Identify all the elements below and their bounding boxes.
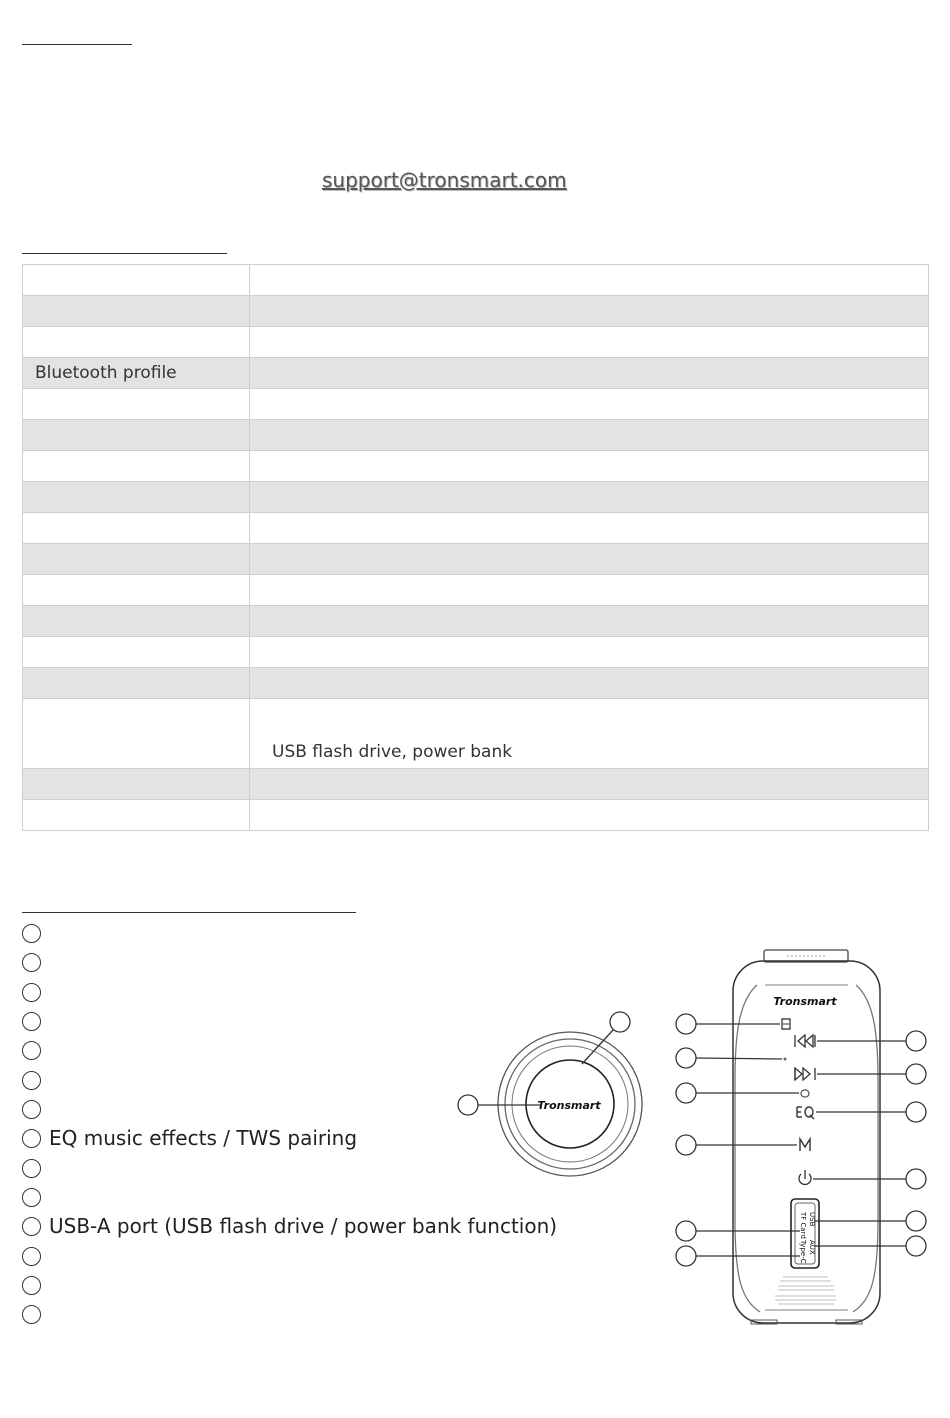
speaker-top-view: [498, 1032, 642, 1176]
side-callouts-left: [676, 1014, 800, 1266]
next-track-icon: [795, 1068, 815, 1080]
support-email-link[interactable]: support@tronsmart.com: [322, 168, 567, 192]
port-label-typec: Type-C: [799, 1240, 807, 1264]
callout-marker: [458, 1095, 478, 1115]
port-label-tf: TF Card: [799, 1212, 807, 1239]
spec-value: USB flash drive, power bank: [250, 699, 929, 769]
eq-button-icon: [797, 1107, 814, 1119]
mode-button-icon: [800, 1139, 810, 1151]
side-logo: Tronsmart: [773, 995, 837, 1008]
microphone-icon: [784, 1058, 787, 1061]
port-label-aux: AUX: [808, 1240, 816, 1255]
previous-track-icon: [795, 1035, 815, 1047]
port-labels: [799, 1211, 816, 1264]
label-fine-print: [775, 1277, 836, 1304]
top-logo: Tronsmart: [537, 1099, 601, 1112]
led-indicator-icon: [801, 1090, 809, 1097]
item-label: USB-A port (USB flash drive / power bank function): [49, 1214, 558, 1238]
callout-marker: [610, 1012, 630, 1032]
port-label-usb: USB: [808, 1212, 816, 1227]
spec-label: Bluetooth profile: [23, 358, 250, 389]
side-callouts-right: [813, 1031, 926, 1256]
item-label: EQ music effects / TWS pairing: [49, 1126, 358, 1150]
power-button-icon: [799, 1170, 811, 1184]
speaker-side-view: [733, 950, 880, 1324]
callout-line: [582, 1030, 613, 1064]
